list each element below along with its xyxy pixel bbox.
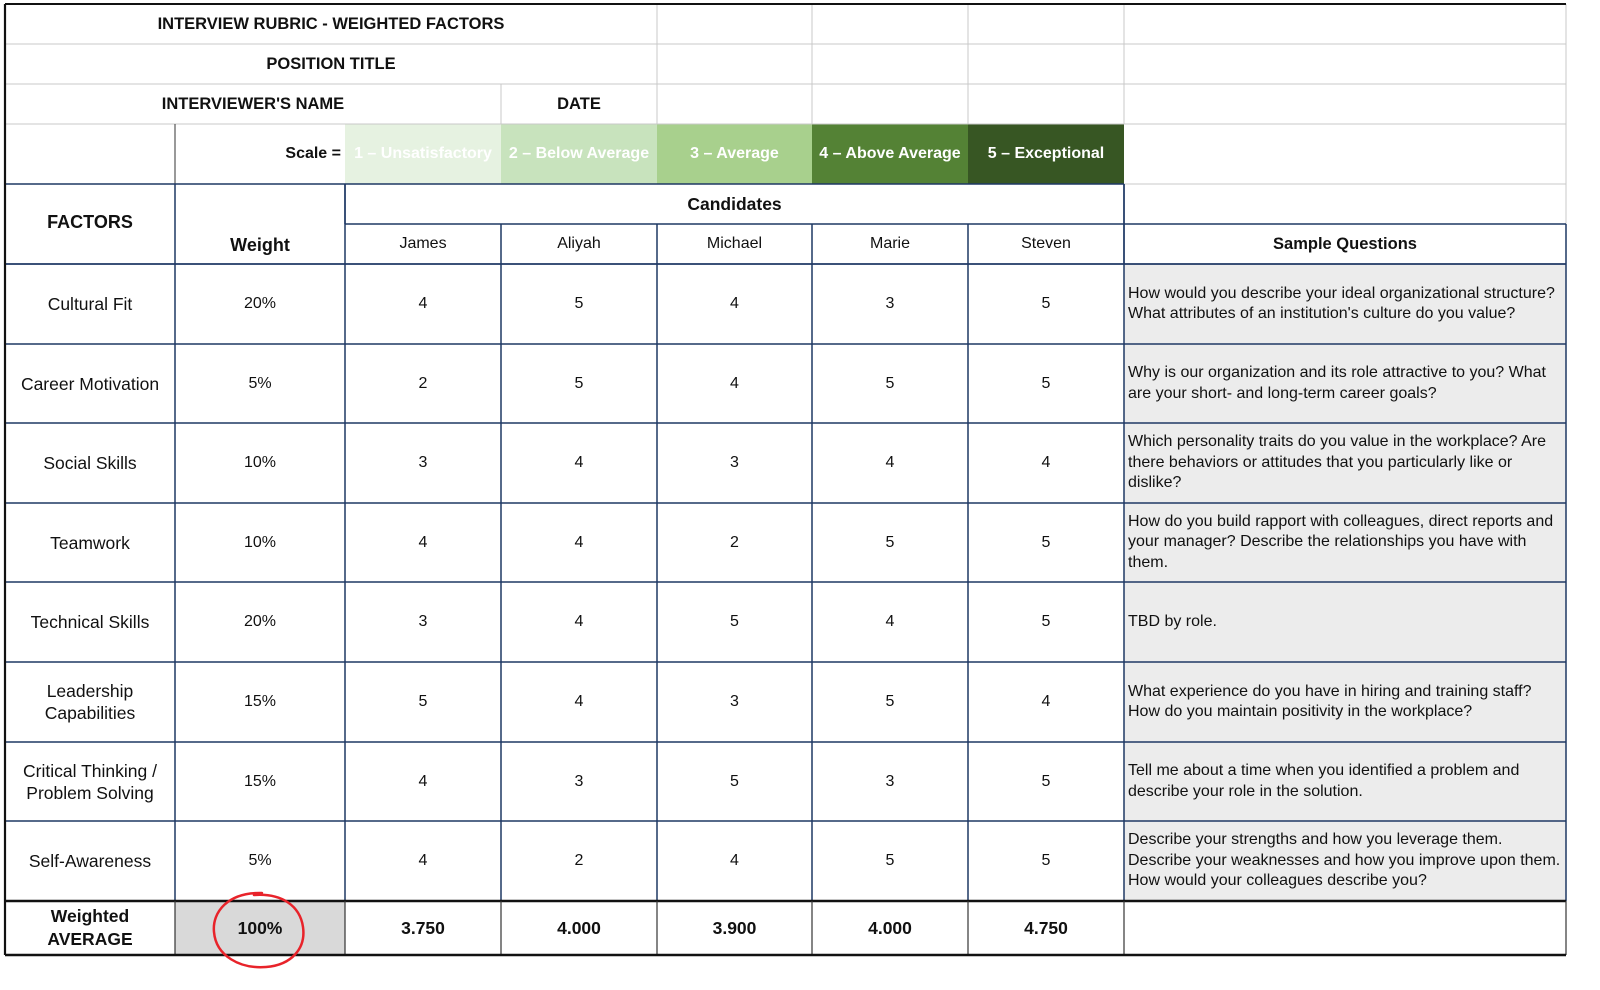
factor-name: Technical Skills: [30, 612, 150, 632]
score-cell: 3: [574, 772, 584, 790]
score-cell: 2: [574, 852, 584, 869]
score-cell: 4: [885, 613, 895, 630]
factor-weight: 15%: [243, 693, 277, 710]
score-cell: 4: [885, 454, 895, 471]
score-cell: 5: [1041, 295, 1051, 312]
score-cell: 4: [574, 613, 584, 630]
weighted-average-label: Weighted AVERAGE: [47, 906, 133, 949]
rubric-sheet: [5, 4, 1595, 974]
weighted-average-value: 3.900: [712, 917, 757, 938]
scale-level-5: 5 – Exceptional: [968, 124, 1124, 184]
score-cell: 3: [730, 693, 739, 710]
score-cell: 3: [730, 454, 739, 471]
factor-weight: 10%: [243, 533, 277, 551]
score-cell: 4: [1041, 454, 1051, 471]
score-cell: 4: [574, 693, 584, 710]
score-cell: 5: [1041, 613, 1051, 630]
weight-total: 100%: [175, 901, 345, 955]
sample-question: Why is our organization and its role attractive to you? What are your short- and long-term career goals?: [1124, 344, 1566, 423]
score-cell: 3: [885, 772, 895, 790]
sample-question: Describe your strengths and how you leverage them. Describe your weaknesses and how you improve upon them. How would your colleagues describe you?: [1124, 821, 1566, 901]
scale-label: Scale =: [285, 145, 341, 162]
score-cell: 4: [418, 295, 428, 312]
score-cell: 5: [730, 772, 739, 790]
score-cell: 5: [1041, 772, 1051, 790]
scale-level-2: 2 – Below Average: [501, 124, 657, 184]
scale-level-4: 4 – Above Average: [812, 124, 968, 184]
weighted-average-value: 4.000: [868, 917, 912, 938]
score-cell: 4: [418, 772, 428, 790]
score-cell: 4: [418, 533, 428, 551]
score-cell: 5: [730, 613, 739, 630]
factor-weight: 20%: [243, 295, 277, 312]
date-label: DATE: [557, 94, 601, 113]
score-cell: 2: [730, 533, 739, 551]
score-cell: 3: [885, 295, 895, 312]
factor-name: Critical Thinking / Problem Solving: [23, 760, 157, 803]
sample-question: Which personality traits do you value in the workplace? Are there behaviors or attitudes that you particularly like or dislike?: [1124, 423, 1566, 503]
sample-questions-header: Sample Questions: [1273, 234, 1417, 253]
factor-name: Social Skills: [43, 453, 137, 473]
score-cell: 4: [574, 454, 584, 471]
score-cell: 4: [1041, 693, 1051, 710]
score-cell: 4: [730, 852, 739, 869]
totals-blank-cell: [1124, 901, 1566, 955]
score-cell: 5: [885, 852, 895, 869]
score-cell: 4: [574, 533, 584, 551]
factor-name: Self-Awareness: [28, 851, 152, 871]
weighted-average-value: 3.750: [401, 917, 445, 938]
score-cell: 2: [418, 374, 428, 392]
candidate-name-aliyah: Aliyah: [557, 235, 601, 252]
sample-question: TBD by role.: [1124, 582, 1566, 662]
sample-question: How would you describe your ideal organizational structure? What attributes of an institution's culture do you value?: [1124, 264, 1566, 344]
factor-name: Career Motivation: [20, 373, 160, 394]
score-cell: 5: [885, 693, 895, 710]
score-cell: 4: [730, 374, 739, 392]
score-cell: 5: [1041, 852, 1051, 869]
score-cell: 5: [574, 295, 584, 312]
score-cell: 5: [1041, 533, 1051, 551]
weighted-average-value: 4.000: [557, 917, 601, 938]
score-cell: 4: [730, 295, 739, 312]
factor-weight: 20%: [243, 613, 277, 630]
score-cell: 5: [418, 693, 428, 710]
candidates-header: Candidates: [687, 193, 782, 214]
weight-header: Weight: [230, 235, 290, 255]
factor-name: Leadership Capabilities: [44, 681, 136, 723]
score-cell: 4: [418, 852, 428, 869]
candidate-name-michael: Michael: [706, 235, 763, 252]
candidate-name-james: James: [399, 235, 447, 252]
score-cell: 5: [1041, 374, 1051, 392]
factor-name: Cultural Fit: [47, 294, 133, 314]
weighted-average-value: 4.750: [1024, 917, 1068, 938]
scale-level-1: 1 – Unsatisfactory: [345, 124, 501, 184]
factor-name: Teamwork: [50, 532, 130, 553]
factor-weight: 5%: [248, 374, 272, 392]
score-cell: 5: [885, 374, 895, 392]
interviewer-name-label: INTERVIEWER'S NAME: [161, 94, 345, 113]
factors-header: FACTORS: [47, 211, 133, 232]
factor-weight: 10%: [243, 454, 277, 471]
score-cell: 3: [418, 454, 428, 471]
score-cell: 3: [418, 613, 428, 630]
score-cell: 5: [574, 374, 584, 392]
factor-weight: 15%: [243, 772, 277, 790]
scale-level-3: 3 – Average: [657, 124, 812, 184]
candidate-name-marie: Marie: [869, 235, 910, 252]
rubric-title: INTERVIEW RUBRIC - WEIGHTED FACTORS: [157, 14, 505, 33]
sample-question: How do you build rapport with colleagues, direct reports and your manager? Describe the relationships you have with them.: [1124, 503, 1566, 582]
sample-question: Tell me about a time when you identified a problem and describe your role in the solution.: [1124, 742, 1566, 821]
score-cell: 5: [885, 533, 895, 551]
factor-weight: 5%: [248, 852, 272, 869]
sample-question: What experience do you have in hiring and training staff? How do you maintain positivity in the workplace?: [1124, 662, 1566, 742]
candidate-name-steven: Steven: [1021, 235, 1071, 252]
position-title-label: POSITION TITLE: [266, 54, 396, 73]
